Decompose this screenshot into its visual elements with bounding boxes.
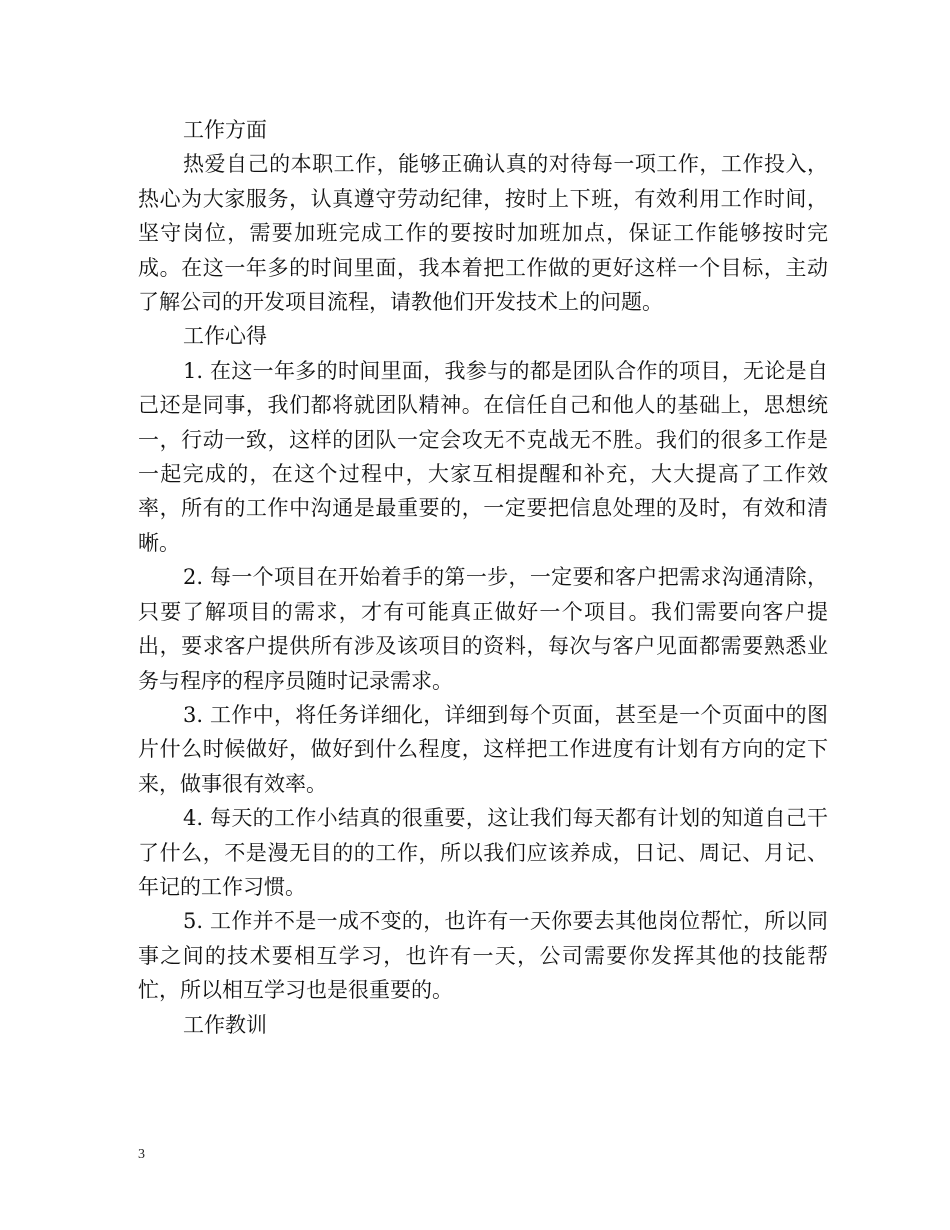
paragraph-insight-3: 3. 工作中，将任务详细化，详细到每个页面，甚至是一个页面中的图片什么时候做好，做好到什么程度，这样把工作进度有计划有方向的定下来，做事很有效率。 — [138, 702, 828, 796]
section-heading-work-insights: 工作心得 — [183, 324, 267, 349]
section-heading-work-lessons: 工作教训 — [183, 1012, 267, 1037]
paragraph-insight-5: 5. 工作并不是一成不变的，也许有一天你要去其他岗位帮忙，所以同事之间的技术要相互学习，也许有一天，公司需要你发挥其他的技能帮忙，所以相互学习也是很重要的。 — [138, 909, 828, 1003]
paragraph-insight-1: 1. 在这一年多的时间里面，我参与的都是团队合作的项目，无论是自己还是同事，我们都将就团队精神。在信任自己和他人的基础上，思想统一，行动一致，这样的团队一定会攻无不克战无不胜。我们的很多工作是一起完成的，在这个过程中，大家互相提醒和补充，大大提高了工作效率，所有的工作中沟通是最重要的，一定要把信息处理的及时，有效和清晰。 — [138, 358, 828, 555]
paragraph-work-aspect: 热爱自己的本职工作，能够正确认真的对待每一项工作，工作投入，热心为大家服务，认真遵守劳动纪律，按时上下班，有效利用工作时间，坚守岗位，需要加班完成工作的要按时加班加点，保证工作能够按时完成。在这一年多的时间里面，我本着把工作做的更好这样一个目标，主动了解公司的开发项目流程，请教他们开发技术上的问题。 — [138, 152, 828, 315]
paragraph-insight-2: 2. 每一个项目在开始着手的第一步，一定要和客户把需求沟通清除，只要了解项目的需求，才有可能真正做好一个项目。我们需要向客户提出，要求客户提供所有涉及该项目的资料，每次与客户见面都需要熟悉业务与程序的程序员随时记录需求。 — [138, 565, 828, 693]
page-number: 3 — [138, 1147, 145, 1162]
document-body — [138, 113, 828, 1042]
section-heading-work-aspect: 工作方面 — [183, 118, 267, 142]
paragraph-insight-4: 4. 每天的工作小结真的很重要，这让我们每天都有计划的知道自己干了什么，不是漫无目的的工作，所以我们应该养成，日记、周记、月记、年记的工作习惯。 — [138, 806, 828, 899]
